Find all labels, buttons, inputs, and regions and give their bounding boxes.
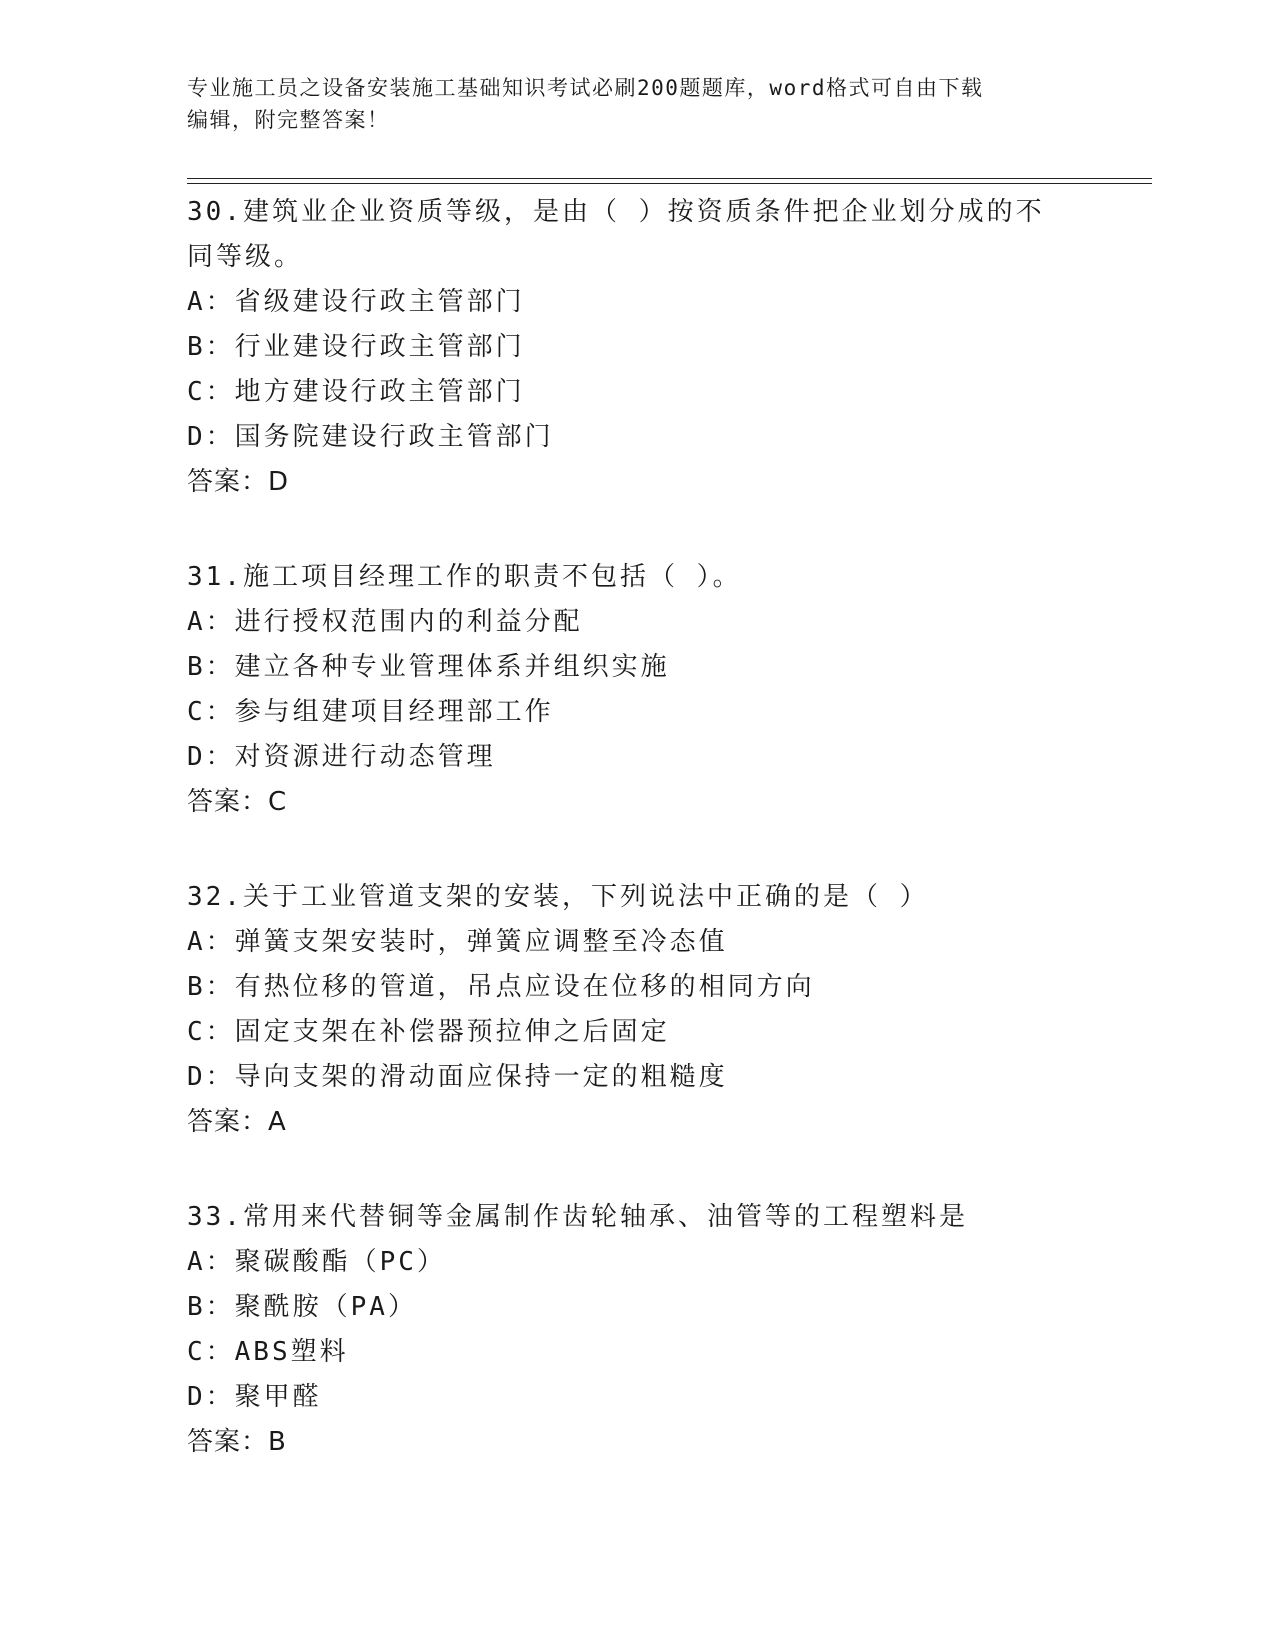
answer-text: 答案：A bbox=[187, 1107, 287, 1137]
option-c: C：参与组建项目经理部工作 bbox=[187, 697, 554, 727]
question-stem: 30.建筑业企业资质等级，是由（ ）按资质条件把企业划分成的不同等级。 bbox=[187, 197, 1045, 272]
option-d: D：国务院建设行政主管部门 bbox=[187, 422, 554, 452]
answer-text: 答案：B bbox=[187, 1427, 287, 1457]
option-c: C：地方建设行政主管部门 bbox=[187, 377, 525, 407]
option-d: D：对资源进行动态管理 bbox=[187, 742, 496, 772]
option-a: A：省级建设行政主管部门 bbox=[187, 287, 525, 317]
question-spacer bbox=[187, 1145, 1087, 1195]
answer-text: 答案：C bbox=[187, 787, 288, 817]
header-line-1: 专业施工员之设备安装施工基础知识考试必刷200题题库，word格式可自由下载 bbox=[187, 76, 984, 100]
option-a: A：聚碳酸酯（PC） bbox=[187, 1247, 446, 1277]
answer-text: 答案：D bbox=[187, 467, 290, 497]
question-33 bbox=[187, 1195, 1087, 1465]
option-c: C：固定支架在补偿器预拉伸之后固定 bbox=[187, 1017, 670, 1047]
question-stem: 32.关于工业管道支架的安装，下列说法中正确的是（ ） bbox=[187, 882, 929, 912]
question-spacer bbox=[187, 505, 1087, 555]
option-b: B：建立各种专业管理体系并组织实施 bbox=[187, 652, 670, 682]
option-d: D：聚甲醛 bbox=[187, 1382, 322, 1412]
option-b: B：行业建设行政主管部门 bbox=[187, 332, 525, 362]
option-c: C：ABS塑料 bbox=[187, 1337, 349, 1367]
option-b: B：聚酰胺（PA） bbox=[187, 1292, 417, 1322]
option-a: A：弹簧支架安装时，弹簧应调整至冷态值 bbox=[187, 927, 728, 957]
question-31 bbox=[187, 555, 1087, 825]
question-30 bbox=[187, 190, 1087, 505]
option-d: D：导向支架的滑动面应保持一定的粗糙度 bbox=[187, 1062, 728, 1092]
question-stem: 31.施工项目经理工作的职责不包括（ ）。 bbox=[187, 562, 742, 592]
question-32 bbox=[187, 875, 1087, 1145]
header-divider-bottom bbox=[187, 183, 1152, 184]
question-list bbox=[187, 190, 1087, 1465]
question-stem: 33.常用来代替铜等金属制作齿轮轴承、油管等的工程塑料是 bbox=[187, 1202, 968, 1232]
header-line-2: 编辑，附完整答案！ bbox=[187, 108, 390, 132]
option-b: B：有热位移的管道，吊点应设在位移的相同方向 bbox=[187, 972, 815, 1002]
header-divider-top bbox=[187, 178, 1152, 179]
option-a: A：进行授权范围内的利益分配 bbox=[187, 607, 583, 637]
document-header bbox=[187, 72, 1067, 136]
question-spacer bbox=[187, 825, 1087, 875]
